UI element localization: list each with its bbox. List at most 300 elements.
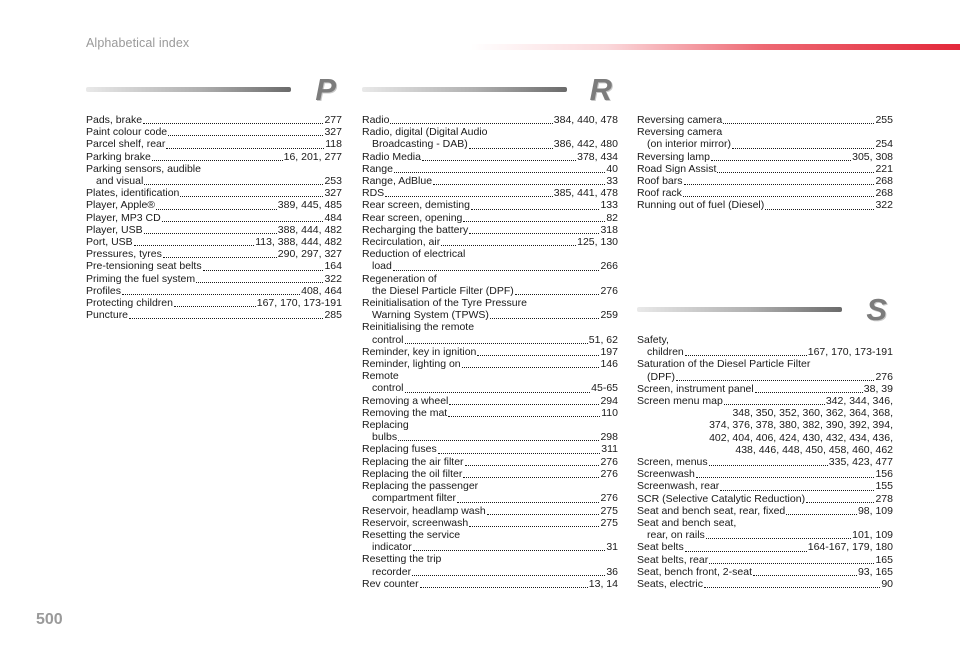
entry-term: Screen, instrument panel xyxy=(637,382,754,395)
index-entry xyxy=(637,468,893,480)
dot-leader xyxy=(685,354,807,356)
index-entry xyxy=(637,529,893,541)
index-entry xyxy=(86,187,342,199)
index-entry xyxy=(362,407,618,419)
entry-pages: 276 xyxy=(600,284,618,297)
index-entry-heading: Regeneration of xyxy=(362,272,437,285)
index-column-1 xyxy=(86,72,342,322)
entry-pages: 298 xyxy=(600,431,618,444)
entry-term: Paint colour code xyxy=(86,126,168,139)
entry-pages: 322 xyxy=(875,199,893,212)
index-entry-heading: Replacing the passenger xyxy=(362,480,479,493)
entry-pages: 197 xyxy=(600,345,618,358)
entry-term: Pre-tensioning seat belts xyxy=(86,260,202,273)
entry-term: Seat belts xyxy=(637,541,684,554)
entry-pages: 146 xyxy=(600,358,618,371)
index-entry xyxy=(86,175,342,187)
entry-pages: 327 xyxy=(324,187,342,200)
entry-term: Road Sign Assist xyxy=(637,162,717,175)
entry-term: (DPF) xyxy=(647,370,675,383)
entry-pages: 276 xyxy=(875,370,893,383)
index-entry xyxy=(362,578,618,590)
entry-term: Running out of fuel (Diesel) xyxy=(637,199,765,212)
entry-pages: 294 xyxy=(600,394,618,407)
entry-pages: 118 xyxy=(325,138,342,151)
entry-pages: 290, 297, 327 xyxy=(277,248,342,261)
dot-leader xyxy=(203,269,324,271)
index-entry xyxy=(86,236,342,248)
entry-term: control xyxy=(372,333,404,346)
dot-leader xyxy=(469,232,599,234)
index-entry xyxy=(86,114,342,126)
index-entry-heading: Resetting the service xyxy=(362,528,461,541)
index-entry xyxy=(362,346,618,358)
index-entry xyxy=(637,554,893,566)
entry-term: Range, AdBlue xyxy=(362,175,433,188)
entry-term: bulbs xyxy=(372,431,398,444)
entry-term: Player, USB xyxy=(86,223,143,236)
index-entry xyxy=(86,248,342,260)
dot-leader xyxy=(168,134,323,136)
dot-leader xyxy=(704,586,880,588)
entry-pages: 51, 62 xyxy=(588,333,618,346)
dot-leader xyxy=(471,208,600,210)
index-column-3-top xyxy=(637,80,893,212)
entry-term: Rear screen, opening xyxy=(362,211,463,224)
index-entry-heading: Remote xyxy=(362,370,399,383)
entry-pages: 385, 441, 478 xyxy=(553,187,618,200)
index-entry-heading: Reduction of electrical xyxy=(362,248,466,261)
entry-pages: 276 xyxy=(600,455,618,468)
index-column-3-bottom xyxy=(637,292,893,591)
index-entry xyxy=(362,224,618,236)
entry-pages: 165 xyxy=(875,553,893,566)
entry-term: the Diesel Particle Filter (DPF) xyxy=(372,284,514,297)
entry-term: children xyxy=(647,346,684,359)
dot-leader xyxy=(684,183,875,185)
index-entry xyxy=(637,505,893,517)
dot-leader xyxy=(711,159,851,161)
entry-pages: 311 xyxy=(601,443,618,456)
entry-pages: 40 xyxy=(606,162,618,175)
dot-leader xyxy=(163,256,277,258)
entry-pages: 156 xyxy=(875,468,893,481)
index-entry xyxy=(362,236,618,248)
entry-term: Player, MP3 CD xyxy=(86,211,161,224)
index-entry xyxy=(362,456,618,468)
entry-pages: 164 xyxy=(324,260,342,273)
entry-pages: 278 xyxy=(875,492,893,505)
index-entry xyxy=(362,212,618,224)
dot-leader xyxy=(463,476,599,478)
index-entry xyxy=(637,175,893,187)
entry-term: Reversing camera xyxy=(637,114,723,126)
entry-term: Reversing lamp xyxy=(637,150,710,163)
index-entry xyxy=(637,493,893,505)
index-entry xyxy=(362,468,618,480)
index-entry xyxy=(637,138,893,150)
entry-term: Broadcasting - DAB) xyxy=(372,138,468,151)
index-entry xyxy=(362,260,618,272)
entry-pages: 342, 344, 346, xyxy=(825,395,893,408)
entry-term: rear, on rails xyxy=(647,529,705,542)
index-entry xyxy=(637,151,893,163)
index-entry xyxy=(637,346,893,358)
index-entry xyxy=(362,505,618,517)
entry-pages: 221 xyxy=(875,162,893,175)
entry-pages: 386, 442, 480 xyxy=(553,138,618,151)
entry-pages: 38, 39 xyxy=(863,382,893,395)
dot-leader xyxy=(441,244,576,246)
entry-pages: 164-167, 179, 180 xyxy=(807,541,893,554)
dot-leader xyxy=(162,220,324,222)
index-entry xyxy=(362,431,618,443)
dot-leader xyxy=(753,574,857,576)
index-entry xyxy=(637,395,893,407)
entry-term: Screen menu map xyxy=(637,395,723,408)
entry-term: Rev counter xyxy=(362,577,419,590)
entry-pages: 98, 109 xyxy=(857,504,893,517)
section-rule xyxy=(362,87,567,92)
entry-term: Reminder, key in ignition xyxy=(362,345,477,358)
entry-term: Parking brake xyxy=(86,150,151,163)
dot-leader xyxy=(420,586,588,588)
index-entry xyxy=(86,224,342,236)
entry-term: Range xyxy=(362,162,393,175)
entry-pages-continued: 374, 376, 378, 380, 382, 390, 392, 394, xyxy=(709,419,893,432)
index-entry xyxy=(86,138,342,150)
index-entry xyxy=(362,492,618,504)
entry-term: Rear screen, demisting xyxy=(362,199,470,212)
entry-pages: 33 xyxy=(606,175,618,188)
index-entry xyxy=(637,114,893,126)
entry-term: (on interior mirror) xyxy=(647,138,732,151)
index-entry-heading: Reinitialising the remote xyxy=(362,321,475,334)
entry-term: Seats, electric xyxy=(637,578,703,591)
index-entry xyxy=(637,541,893,553)
index-entry xyxy=(86,285,342,297)
section-rule xyxy=(86,87,291,92)
section-letter: P xyxy=(315,72,336,107)
entry-term: Replacing fuses xyxy=(362,443,437,456)
entry-term: Player, Apple® xyxy=(86,199,156,212)
entries-p xyxy=(86,114,342,321)
page-header-title: Alphabetical index xyxy=(86,36,190,50)
dot-leader xyxy=(422,159,576,161)
entry-pages: 31 xyxy=(606,541,618,554)
index-entry-heading: Seat and bench seat, xyxy=(637,517,737,530)
dot-leader xyxy=(433,183,605,185)
section-header-s xyxy=(637,292,893,334)
entry-term: Screenwash xyxy=(637,468,695,481)
dot-leader xyxy=(449,403,599,405)
entry-pages: 13, 14 xyxy=(588,577,618,590)
dot-leader xyxy=(732,147,874,149)
index-entry xyxy=(362,199,618,211)
entry-term: control xyxy=(372,382,404,395)
dot-leader xyxy=(405,391,591,393)
index-column-2 xyxy=(362,72,618,590)
index-entry xyxy=(86,309,342,321)
dot-leader xyxy=(134,244,255,246)
entry-term: Profiles xyxy=(86,284,122,297)
entry-term: Recharging the battery xyxy=(362,223,469,236)
index-entry xyxy=(362,175,618,187)
index-entry xyxy=(637,199,893,211)
entry-pages: 378, 434 xyxy=(577,150,618,163)
index-entry-heading: Saturation of the Diesel Particle Filter xyxy=(637,358,811,371)
index-entry-heading: Radio, digital (Digital Audio xyxy=(362,126,488,139)
entry-term: Seat, bench front, 2-seat xyxy=(637,565,752,578)
entry-pages: 335, 423, 477 xyxy=(828,456,893,469)
dot-leader xyxy=(174,305,256,307)
entry-term: Radio Media xyxy=(362,150,421,163)
dot-leader xyxy=(490,317,600,319)
entry-pages: 276 xyxy=(600,467,618,480)
entry-term: Reservoir, screenwash xyxy=(362,516,469,529)
dot-leader xyxy=(765,208,874,210)
entry-pages: 254 xyxy=(875,138,893,151)
entries-r xyxy=(362,114,618,590)
entry-pages: 90 xyxy=(881,578,893,591)
entry-pages: 327 xyxy=(324,126,342,139)
dot-leader xyxy=(685,550,807,552)
dot-leader xyxy=(398,439,599,441)
entry-pages: 259 xyxy=(600,309,618,322)
entry-term: Roof rack xyxy=(637,187,682,200)
entry-term: Removing the mat xyxy=(362,406,448,419)
entry-term: Pressures, tyres xyxy=(86,248,162,261)
dot-leader xyxy=(717,171,874,173)
entry-pages: 255 xyxy=(875,114,893,126)
dot-leader xyxy=(180,195,323,197)
dot-leader xyxy=(412,574,605,576)
dot-leader xyxy=(385,195,553,197)
dot-leader xyxy=(144,183,323,185)
entry-pages: 388, 444, 482 xyxy=(277,223,342,236)
entry-term: Reservoir, headlamp wash xyxy=(362,504,486,517)
page-number: 500 xyxy=(36,611,63,628)
index-entry xyxy=(362,541,618,553)
entry-pages: 113, 388, 444, 482 xyxy=(255,236,342,249)
index-entry xyxy=(86,260,342,272)
index-entry xyxy=(362,358,618,370)
entry-term: Seat belts, rear xyxy=(637,553,709,566)
entry-pages-continued: 438, 446, 448, 450, 458, 460, 462 xyxy=(735,443,893,456)
entry-pages: 277 xyxy=(324,114,342,126)
dot-leader xyxy=(143,122,323,124)
entry-pages: 384, 440, 478 xyxy=(553,114,618,126)
entry-term: Warning System (TPWS) xyxy=(372,309,489,322)
index-entry-heading: Safety, xyxy=(637,334,669,346)
dot-leader xyxy=(709,562,874,564)
entry-pages: 167, 170, 173-191 xyxy=(256,297,342,310)
dot-leader xyxy=(144,232,277,234)
index-entry xyxy=(86,151,342,163)
index-entry xyxy=(86,297,342,309)
index-entry xyxy=(637,187,893,199)
index-entry xyxy=(362,382,618,394)
index-entry xyxy=(362,138,618,150)
entry-pages: 125, 130 xyxy=(577,236,618,249)
dot-leader xyxy=(405,342,588,344)
dot-leader xyxy=(487,513,600,515)
entry-pages: 16, 201, 277 xyxy=(283,150,342,163)
index-entry xyxy=(362,334,618,346)
index-entry-heading: Replacing xyxy=(362,419,409,432)
dot-leader xyxy=(394,171,605,173)
dot-leader xyxy=(457,501,599,503)
section-header-p xyxy=(86,72,342,114)
section-header-r xyxy=(362,72,618,114)
dot-leader xyxy=(806,501,874,503)
entry-term: load xyxy=(372,260,392,273)
index-entry xyxy=(637,566,893,578)
dot-leader xyxy=(676,379,874,381)
entry-term: Priming the fuel system xyxy=(86,272,196,285)
entry-pages: 318 xyxy=(600,223,618,236)
entry-pages: 268 xyxy=(875,187,893,200)
dot-leader xyxy=(696,476,875,478)
entry-pages: 408, 464 xyxy=(301,284,342,297)
index-entry xyxy=(86,199,342,211)
index-entry xyxy=(637,163,893,175)
entry-term: Puncture xyxy=(86,309,129,322)
index-entry xyxy=(86,126,342,138)
dot-leader xyxy=(515,293,600,295)
entry-term: Recirculation, air xyxy=(362,236,441,249)
entry-pages: 155 xyxy=(875,480,893,493)
index-entry xyxy=(362,151,618,163)
index-entry xyxy=(362,163,618,175)
dot-leader xyxy=(720,489,874,491)
entry-term: Port, USB xyxy=(86,236,133,249)
section-letter: R xyxy=(589,72,612,107)
entry-term: Reminder, lighting on xyxy=(362,358,461,371)
entry-term: Radio xyxy=(362,114,390,126)
entry-pages: 275 xyxy=(600,516,618,529)
entry-pages: 484 xyxy=(324,211,342,224)
entry-pages-continued: 348, 350, 352, 360, 362, 364, 368, xyxy=(732,407,893,420)
dot-leader xyxy=(786,513,857,515)
entry-pages-continued: 402, 404, 406, 424, 430, 432, 434, 436, xyxy=(709,431,893,444)
index-entry xyxy=(637,456,893,468)
section-letter: S xyxy=(866,292,887,327)
section-rule xyxy=(637,307,842,312)
entry-pages: 82 xyxy=(606,211,618,224)
entry-term: Parcel shelf, rear xyxy=(86,138,166,151)
index-entry-heading: Resetting the trip xyxy=(362,553,442,566)
entry-term: SCR (Selective Catalytic Reduction) xyxy=(637,492,806,505)
entry-pages: 322 xyxy=(324,272,342,285)
dot-leader xyxy=(706,537,851,539)
dot-leader xyxy=(448,415,600,417)
entry-pages: 167, 170, 173-191 xyxy=(807,346,893,359)
index-entry xyxy=(362,443,618,455)
entry-term: Plates, identification xyxy=(86,187,180,200)
entry-pages: 110 xyxy=(601,406,618,419)
entry-pages: 275 xyxy=(600,504,618,517)
entry-pages: 45-65 xyxy=(591,382,618,395)
index-entry xyxy=(362,187,618,199)
index-entry xyxy=(637,371,893,383)
entry-term: recorder xyxy=(372,565,412,578)
dot-leader xyxy=(166,147,324,149)
index-entry-heading: Reversing camera xyxy=(637,126,723,139)
entry-pages: 389, 445, 485 xyxy=(277,199,342,212)
index-entry-heading: Parking sensors, audible xyxy=(86,162,201,175)
entry-term: Replacing the air filter xyxy=(362,455,464,468)
dot-leader xyxy=(129,317,323,319)
entry-pages: 285 xyxy=(324,309,342,322)
dot-leader xyxy=(755,391,863,393)
entry-term: Pads, brake xyxy=(86,114,143,126)
entry-term: compartment filter xyxy=(372,492,457,505)
index-entry xyxy=(362,517,618,529)
index-entry xyxy=(86,273,342,285)
entry-term: Removing a wheel xyxy=(362,394,449,407)
entry-term: Screen, menus xyxy=(637,456,708,469)
dot-leader xyxy=(469,525,599,527)
index-entry xyxy=(86,212,342,224)
index-entry xyxy=(637,578,893,590)
dot-leader xyxy=(465,464,600,466)
entry-pages: 133 xyxy=(600,199,618,212)
entry-term: Protecting children xyxy=(86,297,173,310)
entry-term: Replacing the oil filter xyxy=(362,467,463,480)
dot-leader xyxy=(156,208,277,210)
entry-pages: 268 xyxy=(875,175,893,188)
dot-leader xyxy=(463,220,605,222)
entries-r-continued xyxy=(637,114,893,212)
dot-leader xyxy=(724,403,825,405)
dot-leader xyxy=(709,464,828,466)
dot-leader xyxy=(683,195,875,197)
dot-leader xyxy=(413,549,606,551)
index-entry-heading: Reinitialisation of the Tyre Pressure xyxy=(362,297,527,310)
entry-pages: 266 xyxy=(600,260,618,273)
entry-term: indicator xyxy=(372,541,412,554)
dot-leader xyxy=(122,293,300,295)
entry-pages: 253 xyxy=(324,175,342,188)
index-entry xyxy=(637,480,893,492)
entry-term: Screenwash, rear xyxy=(637,480,720,493)
index-entry xyxy=(362,566,618,578)
dot-leader xyxy=(438,452,601,454)
entry-pages: 305, 308 xyxy=(852,150,893,163)
entry-term: and visual xyxy=(96,175,144,188)
entry-pages: 93, 165 xyxy=(857,565,893,578)
header-accent-bar xyxy=(470,44,960,50)
dot-leader xyxy=(393,269,600,271)
entry-term: RDS xyxy=(362,187,385,200)
dot-leader xyxy=(196,281,323,283)
dot-leader xyxy=(723,122,874,124)
entries-s xyxy=(637,334,893,590)
dot-leader xyxy=(469,147,553,149)
dot-leader xyxy=(152,159,283,161)
entry-pages: 36 xyxy=(606,565,618,578)
entry-term: Seat and bench seat, rear, fixed xyxy=(637,504,786,517)
index-entry xyxy=(637,383,893,395)
index-entry xyxy=(362,395,618,407)
dot-leader xyxy=(477,354,599,356)
entry-pages: 276 xyxy=(600,492,618,505)
index-entry xyxy=(362,285,618,297)
index-entry xyxy=(362,114,618,126)
entry-term: Roof bars xyxy=(637,175,683,188)
dot-leader xyxy=(462,366,600,368)
